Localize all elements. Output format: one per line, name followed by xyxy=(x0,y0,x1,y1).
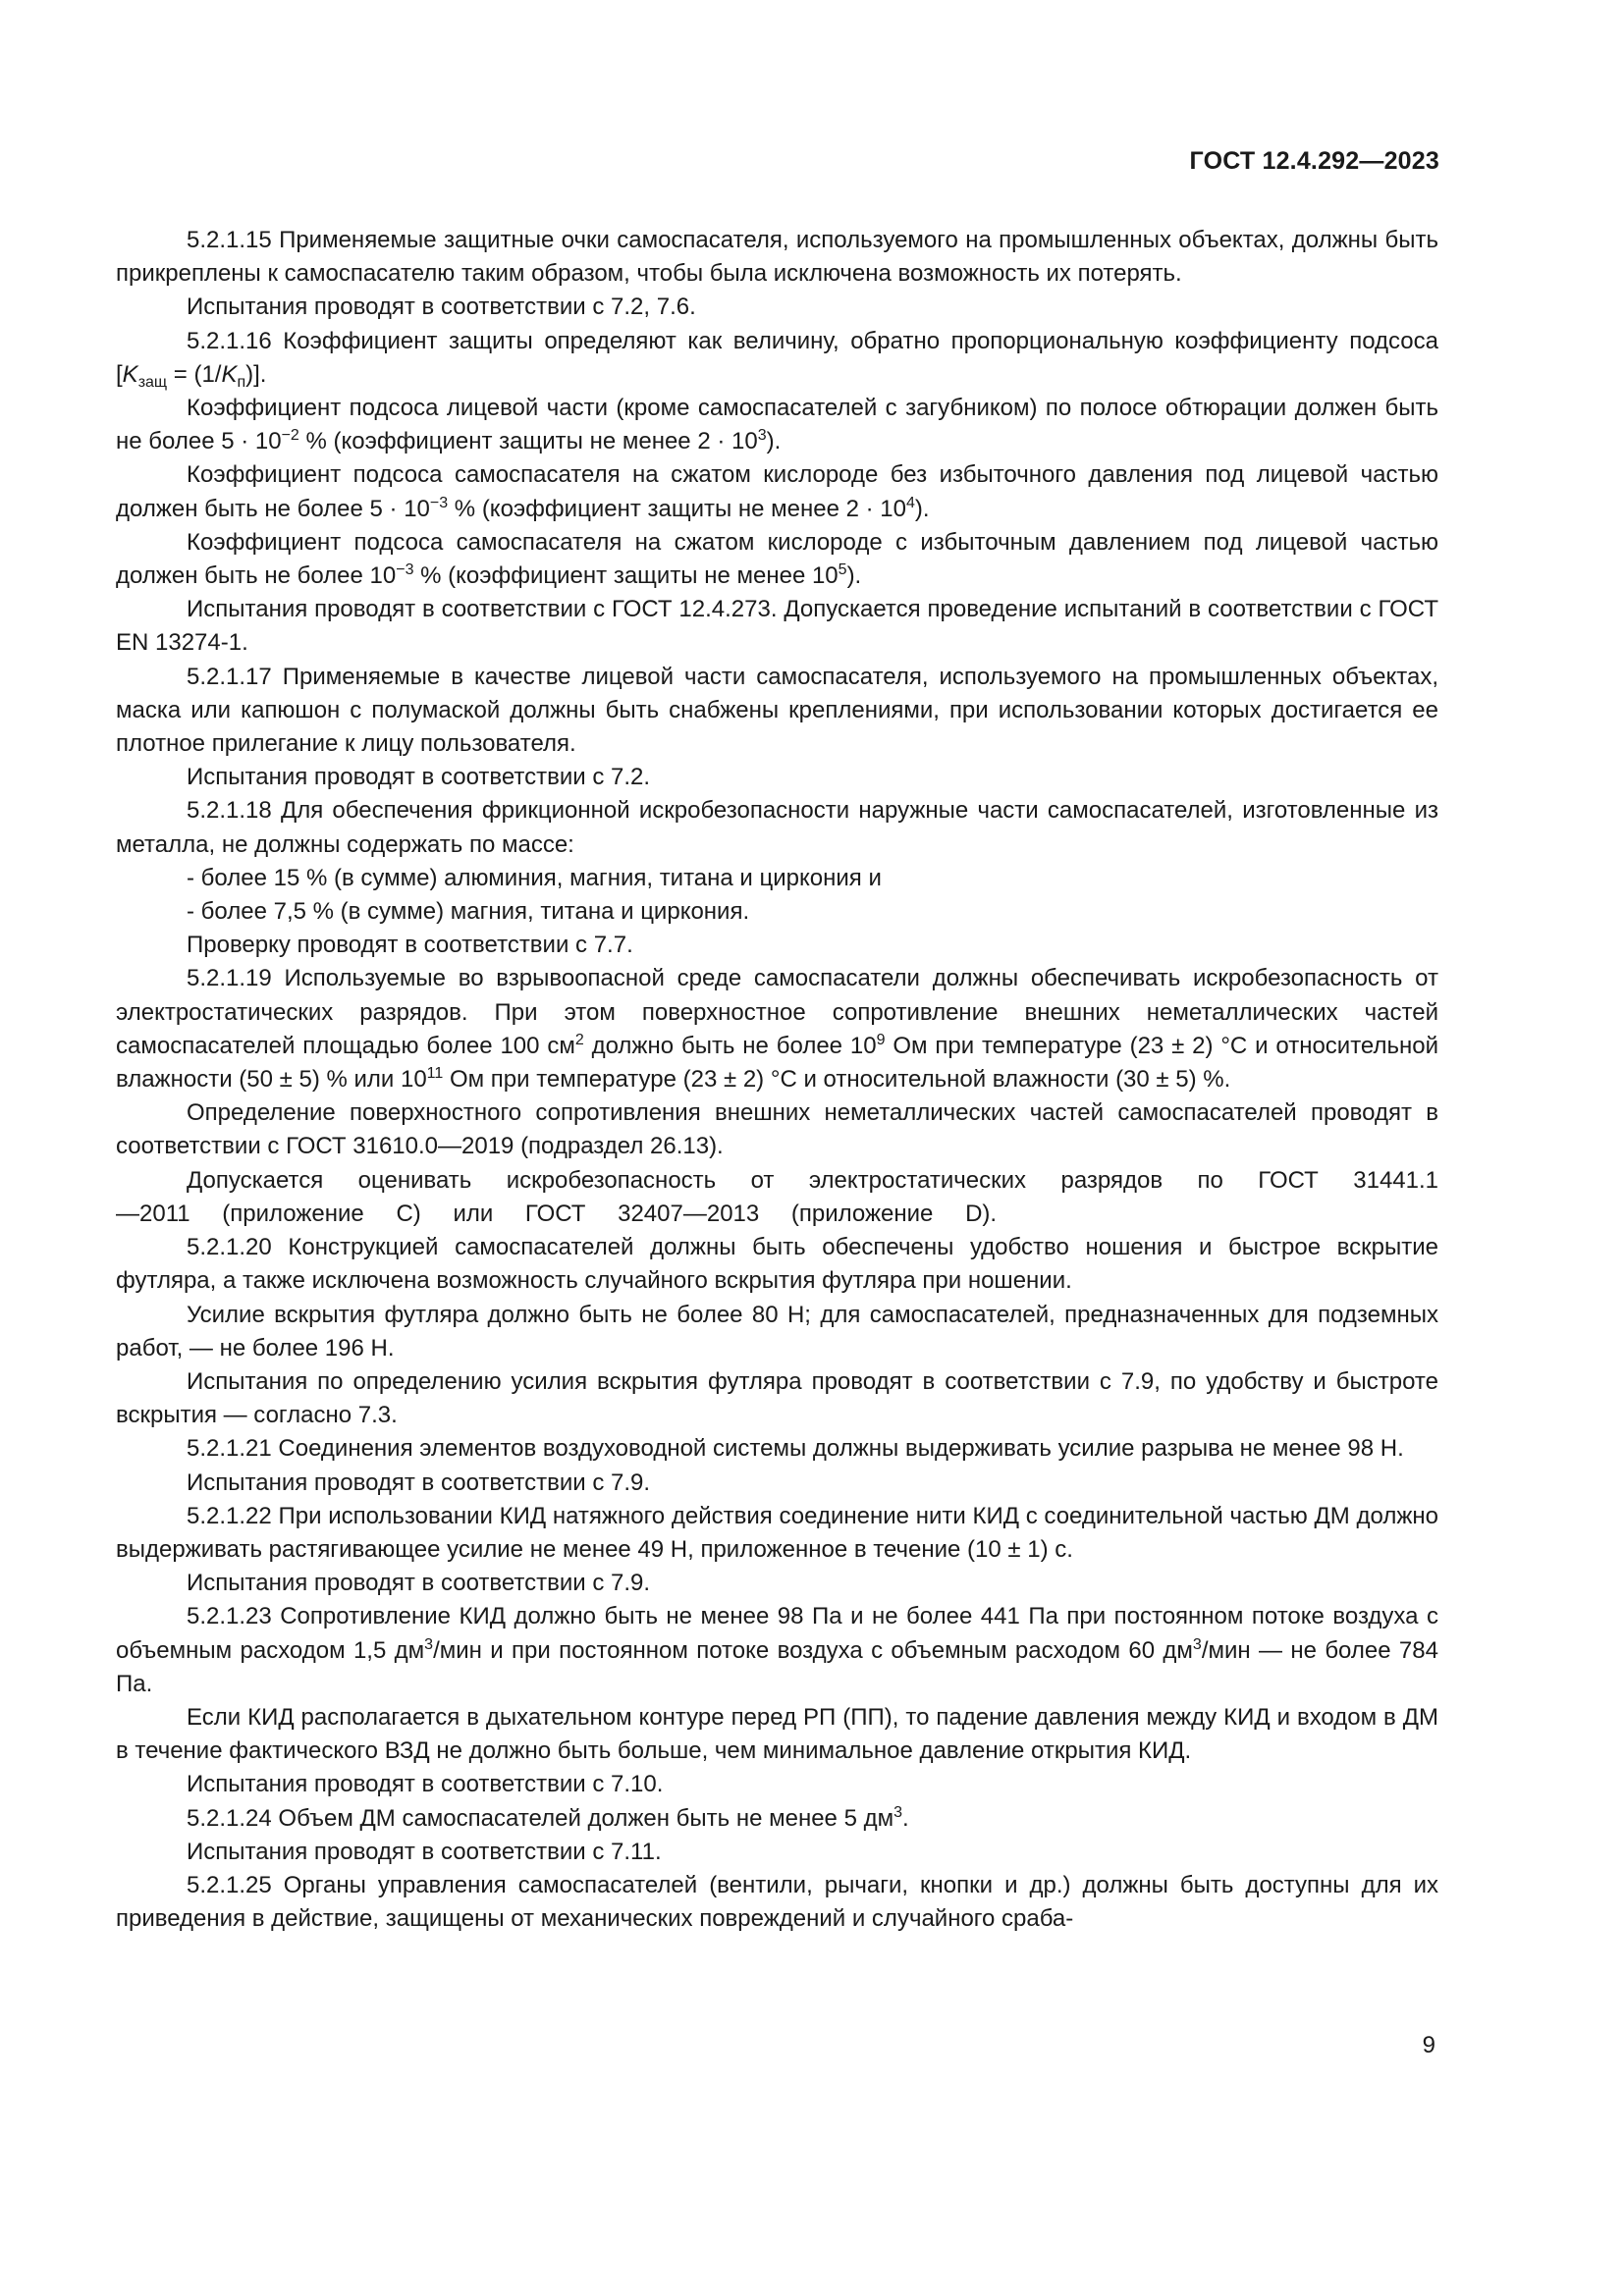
page-number: 9 xyxy=(1422,2032,1435,2058)
paragraph: Испытания проводят в соответствии с 7.9. xyxy=(187,1570,651,1597)
paragraph: 5.2.1.19 Используемые во взрывоопасной среде самоспасатели должны обеспечивать искробезопасность от электростатических разрядов. При этом поверхностное сопротивление внешних неметаллических частей самоспасателей площадью более 100 $см^2$ должно быть не более $10^9$ Ом при температуре (23 ± 2) °С и относительной влажности (50 ± 5) % или $10^{11}$ Ом при температуре (23 ± 2) °С и относительной влажности (30 ± 5) %. xyxy=(116,965,1438,1094)
paragraph: 5.2.1.17 Применяемые в качестве лицевой части самоспасателя, используемого на промышленных объектах, маска или капюшон с полумаской должны быть снабжены креплениями, при использовании которых достигается ее плотное прилегание к лицу пользователя. xyxy=(116,663,1438,758)
paragraph: Коэффициент подсоса самоспасателя на сжатом кислороде с избыточным давлением под лицевой частью должен быть не более $10^{-3}$ % (коэффициент защиты не менее $10^5$). xyxy=(116,528,1438,590)
paragraph: Испытания по определению усилия вскрытия футляра проводят в соответствии с 7.9, по удобству и быстроте вскрытия — согласно 7.3. xyxy=(116,1367,1438,1429)
paragraph: Испытания проводят в соответствии с 7.2, 7.6. xyxy=(187,294,696,321)
list-item: - более 7,5 % (в сумме) магния, титана и циркония. xyxy=(187,898,750,926)
paragraph: 5.2.1.18 Для обеспечения фрикционной искробезопасности наружные части самоспасателей, изготовленные из металла, не должны содержать по массе: xyxy=(116,797,1438,858)
paragraph: Определение поверхностного сопротивления внешних неметаллических частей самоспасателей проводят в соответствии с ГОСТ 31610.0—2019 (подраздел 26.13). xyxy=(116,1099,1438,1160)
paragraph: Если КИД располагается в дыхательном контуре перед РП (ПП), то падение давления между КИД и входом в ДМ в течение фактического ВЗД не должно быть больше, чем минимальное давление открытия КИД. xyxy=(116,1703,1438,1765)
paragraph: 5.2.1.20 Конструкцией самоспасателей должны быть обеспечены удобство ношения и быстрое вскрытие футляра, а также исключена возможность случайного вскрытия футляра при ношении. xyxy=(116,1234,1438,1295)
paragraph: Испытания проводят в соответствии с ГОСТ 12.4.273. Допускается проведение испытаний в соответствии с ГОСТ EN 13274-1. xyxy=(116,596,1438,657)
paragraph: 5.2.1.21 Соединения элементов воздуховодной системы должны выдерживать усилие разрыва не менее 98 Н. xyxy=(187,1435,1404,1463)
paragraph: Испытания проводят в соответствии с 7.10. xyxy=(187,1771,664,1798)
list-item: - более 15 % (в сумме) алюминия, магния, титана и циркония и xyxy=(187,864,882,891)
paragraph: Испытания проводят в соответствии с 7.9. xyxy=(187,1468,651,1496)
paragraph: 5.2.1.22 При использовании КИД натяжного действия соединение нити КИД с соединительной частью ДМ должно выдерживать растягивающее усилие не менее 49 Н, приложенное в течение (10 ± 1) с. xyxy=(116,1502,1438,1563)
paragraph: 5.2.1.16 Коэффициент защиты определяют как величину, обратно пропорциональную коэффициенту подсоса $[K_{защ} = (1/K_п)]$. xyxy=(116,327,1438,391)
paragraph: Коэффициент подсоса самоспасателя на сжатом кислороде без избыточного давления под лицевой частью должен быть не более $5 \cdot 10^{-3}$ % (коэффициент защиты не менее $2 \cdot 10^4$). xyxy=(116,461,1438,522)
paragraph: Проверку проводят в соответствии с 7.7. xyxy=(187,932,633,959)
document-body xyxy=(116,224,1438,1936)
paragraph: Допускается оценивать искробезопасность от электростатических разрядов по ГОСТ 31441.1—2011 (приложение С) или ГОСТ 32407—2013 (приложение D). xyxy=(116,1166,1438,1227)
paragraph: 5.2.1.23 Сопротивление КИД должно быть не менее 98 Па и не более 441 Па при постоянном потоке воздуха с объемным расходом 1,5 $дм^3$/мин и при постоянном потоке воздуха с объемным расходом 60 $дм^3$/мин — не более 784 Па. xyxy=(116,1603,1438,1697)
paragraph: 5.2.1.25 Органы управления самоспасателей (вентили, рычаги, кнопки и др.) должны быть доступны для их приведения в действие, защищены от механических повреждений и случайного сраба- xyxy=(116,1871,1438,1933)
paragraph: 5.2.1.24 Объем ДМ самоспасателей должен быть не менее 5 $дм^3$. xyxy=(187,1803,909,1832)
paragraph: Испытания проводят в соответствии с 7.11. xyxy=(187,1838,662,1865)
document-header: ГОСТ 12.4.292—2023 xyxy=(1189,147,1439,175)
paragraph: Коэффициент подсоса лицевой части (кроме самоспасателей с загубником) по полосе обтюрации должен быть не более $5 \cdot 10^{-2}$ % (коэффициент защиты не менее $2 \cdot 10^3$). xyxy=(116,395,1438,455)
paragraph: Испытания проводят в соответствии с 7.2. xyxy=(187,764,651,791)
paragraph: 5.2.1.15 Применяемые защитные очки самоспасателя, используемого на промышленных объектах, должны быть прикреплены к самоспасателю таким образом, чтобы была исключена возможность их потерять. xyxy=(116,227,1438,288)
paragraph: Усилие вскрытия футляра должно быть не более 80 Н; для самоспасателей, предназначенных для подземных работ, — не более 196 Н. xyxy=(116,1301,1438,1362)
